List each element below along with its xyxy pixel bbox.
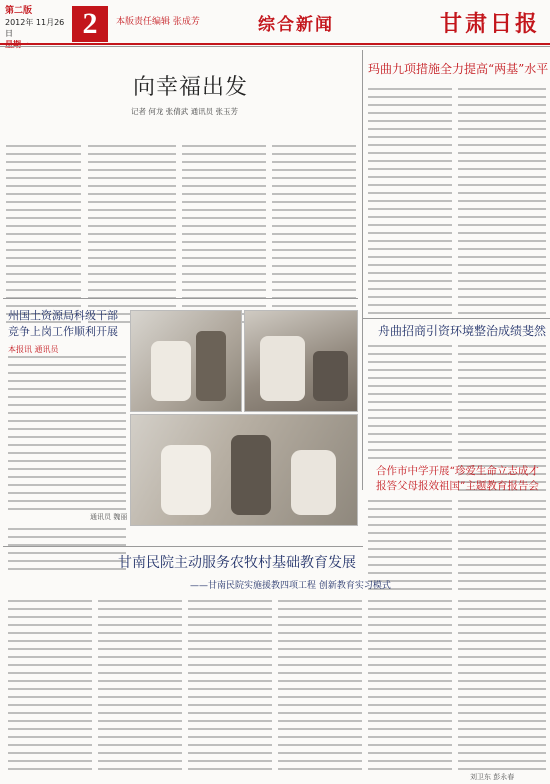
- story1-byline: 记者 何龙 张倩武 通讯员 张玉芳: [131, 107, 239, 116]
- masthead-rule: [0, 43, 550, 45]
- story6-headline: 甘南民院主动服务农牧村基础教育发展: [118, 555, 356, 571]
- story6-col4: [278, 600, 362, 776]
- photo-2: [244, 310, 358, 412]
- story6-subheadline: ——甘南民院实施援教四项工程 创新教育实习模式: [190, 581, 391, 591]
- story5-headline-line2: 报答父母报效祖国”主题教育报告会: [376, 480, 539, 492]
- story1-header: [3, 60, 358, 130]
- section-title: 综合新闻: [258, 15, 334, 35]
- photo-3: [130, 414, 358, 526]
- editor-credit: 本版责任编辑 张成芳: [116, 17, 200, 27]
- story4-headline-line2: 竞争上岗工作顺利开展: [8, 325, 118, 338]
- story6-col5: [368, 600, 452, 776]
- right-column-divider: [362, 50, 363, 490]
- issue-date: 2012年 11月26日: [5, 18, 65, 38]
- story2-headline: 玛曲九项措施全力提高“两基”水平: [368, 62, 549, 76]
- story6-col1: [8, 600, 92, 776]
- story6-col3: [188, 600, 272, 776]
- story1-headline: 向幸福出发: [133, 75, 249, 100]
- story3-top-rule: [362, 318, 550, 319]
- story4-headline-line1: 州国土资源局科级干部: [8, 309, 118, 322]
- story4-lead: 本报讯 通讯员: [8, 345, 59, 354]
- story6-top-rule: [3, 546, 363, 547]
- story4-byline: 通讯员 魏丽: [90, 513, 128, 521]
- story1-col2: [88, 145, 176, 329]
- story1-bottom-rule: [3, 298, 358, 299]
- story6-col2: [98, 600, 182, 776]
- masthead-rule-thin: [0, 46, 550, 47]
- story2-col1: [368, 88, 452, 320]
- story4-col1: [8, 356, 126, 516]
- story1-col4: [272, 145, 356, 329]
- story3-headline: 舟曲招商引资环境整治成绩斐然: [378, 324, 547, 338]
- story2-col2: [458, 88, 546, 320]
- story6-byline: 刘卫东 彭永春: [470, 773, 515, 781]
- story5-headline: [376, 464, 539, 494]
- story6-col6: [458, 600, 546, 776]
- story5-col2: [458, 500, 546, 596]
- story3-col1: [368, 345, 452, 465]
- page-number: 2: [72, 6, 108, 42]
- paper-logo: 甘肃日报: [440, 11, 541, 37]
- story5-headline-line1: 合作市中学开展“珍爱生命立志成才: [376, 465, 539, 477]
- story4-col2: [8, 528, 126, 576]
- photo-1: [130, 310, 242, 412]
- story1-col1: [6, 145, 81, 329]
- story1-col3: [182, 145, 266, 329]
- issue-info: [5, 6, 65, 42]
- page-label: 第二版: [5, 6, 33, 16]
- story4-headline: [8, 308, 118, 340]
